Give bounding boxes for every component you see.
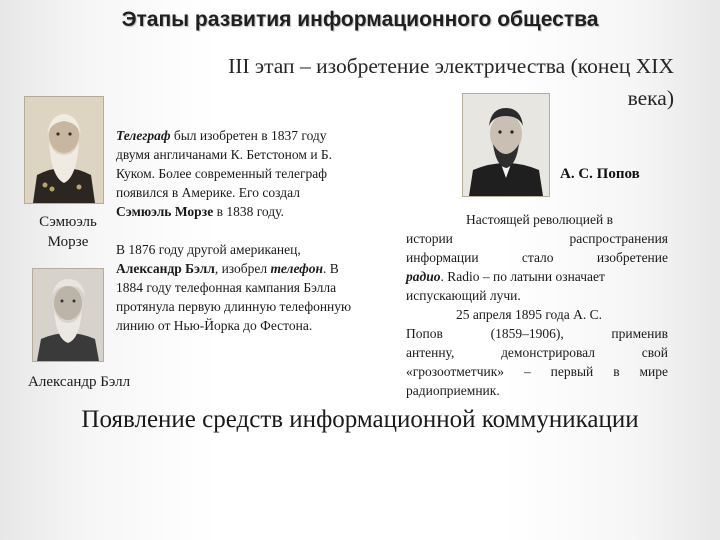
popov-caption: А. С. Попов [560,166,640,182]
slide-subtitle [84,50,674,114]
slide-title: Этапы развития информационного общества [121,8,599,31]
morse-caption: Сэмюэль Морзе [39,214,97,250]
morse-paragraph: Телеграф был изобретен в 1837 году двумя англичанами К. Бетстоном и Б. Куком. Более современный телеграф появился в Америке. Его создал Сэмюэль Морзе в 1838 году. [116,128,333,219]
morse-portrait [24,96,104,204]
popov-portrait [462,93,550,197]
telegraph-term: Телеграф [116,128,171,143]
footer-heading: Появление средств информационной коммуникации [81,406,639,433]
subtitle-line-1: III этап – изобретение электричества (конец XIX [228,54,674,78]
bell-name: Александр Бэлл [116,261,215,276]
morse-name: Сэмюэль Морзе [116,204,214,219]
bell-paragraph: В 1876 году другой американец, Александр Бэлл, изобрел телефон. В 1884 году телефонная кампания Бэлла протянула первую длинную телефонную линию от Нью-Йорка до Фестона. [116,242,352,333]
bell-caption: Александр Бэлл [28,374,131,390]
radio-term: радио [406,269,441,284]
popov-paragraph: Настоящей революцией в истории распространения информации стало изобретение радио. Radio – по латыни означает испускающий лучи. 25 апреля 1895 года А. С. Попов (1859–1906), применив антенну, демонстрировал свой «грозоотметчик» – первый в мире радиоприемник. [406,212,668,398]
telephone-term: телефон [270,261,324,276]
bell-portrait [32,268,104,362]
subtitle-line-2: века) [627,86,674,110]
